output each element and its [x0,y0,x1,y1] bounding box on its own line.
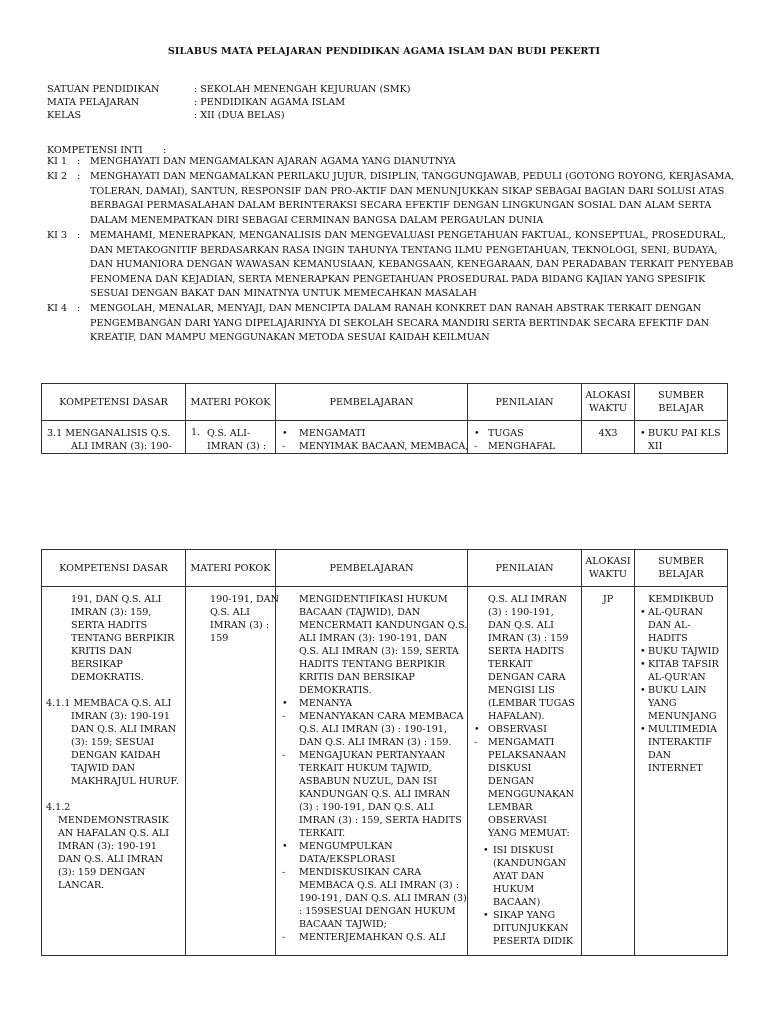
penilaian-cell [468,421,582,454]
cell-line: 190-191, DAN [210,594,279,605]
cell-text: YANG MEMUAT: [488,828,570,839]
cell-text: TERKAIT HUKUM TAJWID, [299,763,432,774]
sumber-text: XII [648,441,663,452]
cell-line [640,684,727,697]
cell-line [474,801,581,814]
cell-text: HAFALAN). [488,711,545,722]
bullet-icon: • [474,428,480,439]
dash-icon: - [474,737,478,748]
ki-colon: : [77,171,81,182]
cell-text: PESERTA DIDIK [493,936,574,947]
cell-text: ALI IMRAN (3): 190-191, DAN [299,633,448,644]
cell-text: OBSERVASI [488,724,547,735]
cell-line [282,671,467,684]
bullet-icon: • [282,698,288,709]
cell-line: 4.1.2 [46,802,71,813]
cell-line [474,658,581,671]
cell-line [282,736,467,749]
table-header-row [42,550,728,587]
cell-line: MENDEMONSTRASIK [58,815,169,826]
cell-line [474,827,581,840]
pembelajaran-list [276,587,467,944]
cell-line [474,619,581,632]
identity-label: KELAS [47,110,82,121]
cell-line: IMRAN (3): 190-191 [58,841,157,852]
cell-line: 159 [210,633,229,644]
materi-line: IMRAN (3) : [207,441,267,452]
cell-text: MENGUMPULKAN [299,841,393,852]
header-alokasi-line2: WAKTU [589,569,627,580]
header-alokasi-line1: ALOKASI [585,390,631,401]
header-materi-pokok: MATERI POKOK [186,384,276,421]
header-pembelajaran: PEMBELAJARAN [276,384,468,421]
cell-line [474,671,581,684]
bullet-icon: • [640,724,646,735]
materi-line: Q.S. ALI- [207,428,251,439]
cell-line [640,632,727,645]
penilaian-list [468,587,581,840]
cell-text: PELAKSANAAN [488,750,567,761]
cell-line [282,593,467,606]
cell-line [282,658,467,671]
header-penilaian: PENILAIAN [468,550,582,587]
cell-line: 191, DAN Q.S. ALI [71,594,162,605]
cell-text: MULTIMEDIA [648,724,717,735]
pembelajaran-cell [276,587,468,956]
cell-line [474,723,581,736]
header-alokasi-waktu [582,384,635,421]
cell-line [282,918,467,931]
dash-icon: - [474,441,478,452]
ki-line: MENGHAYATI DAN MENGAMALKAN PERILAKU JUJUR, DISIPLIN, TANGGUNGJAWAB, PEDULI (GOTONG ROYONG, KERJASAMA, [90,171,735,182]
cell-line [282,697,467,710]
header-sumber-belajar [635,550,728,587]
cell-text: MENGIDENTIFIKASI HUKUM [299,594,448,605]
table-row [42,587,728,956]
cell-line [474,684,581,697]
materi-list [186,587,279,645]
cell-line [282,762,467,775]
sumber-text: BUKU PAI KLS [648,428,721,439]
dash-icon: - [282,867,286,878]
cell-line: KRITIS DAN [71,646,133,657]
header-sumber-line2: BELAJAR [658,403,704,414]
kd-cell [42,587,186,956]
sumber-line [640,427,727,440]
cell-line [282,892,467,905]
ki-line: MENGHAYATI DAN MENGAMALKAN AJARAN AGAMA YANG DIANUTNYA [90,156,456,167]
cell-text: DAN Q.S. ALI IMRAN (3) : 159. [299,737,452,748]
cell-line: IMRAN (3): 159, [71,607,152,618]
cell-line [640,723,727,736]
cell-line [640,645,727,658]
ki-text [90,302,768,346]
cell-text: MENGISI LIS [488,685,555,696]
pemb-line [282,427,467,440]
cell-line: DAN Q.S. ALI IMRAN [71,724,177,735]
syllabus-table-page-2 [41,549,728,956]
sumber-cell [635,421,728,454]
cell-text: AYAT DAN [493,871,544,882]
cell-line [483,922,581,935]
cell-line [483,870,581,883]
cell-text: DEMOKRATIS. [299,685,372,696]
cell-text: MENANYA [299,698,353,709]
cell-line [282,775,467,788]
cell-line [474,593,581,606]
cell-text: MENGAMATI [488,737,555,748]
cell-line [282,931,467,944]
cell-line [282,619,467,632]
cell-text: (KANDUNGAN [493,858,567,869]
cell-text: INTERAKTIF [648,737,712,748]
ki-line: BERBAGAI PERMASALAHAN DALAM BERINTERAKSI SECARA EFEKTIF DENGAN LINGKUNGAN SOSIAL DAN ALAM SERTA [90,200,712,211]
ki-text [90,229,768,302]
kd-cell [42,421,186,454]
cell-text: SERTA HADITS [488,646,565,657]
header-alokasi-line2: WAKTU [589,403,627,414]
cell-text: HADITS TENTANG BERPIKIR [299,659,446,670]
ki-colon: : [77,303,81,314]
cell-line [282,606,467,619]
cell-text: HADITS [648,633,688,644]
sumber-publisher: KEMDIKBUD [648,594,714,605]
pemb-text: MENYIMAK BACAAN, MEMBACA, [299,441,469,452]
cell-text: KRITIS DAN BERSIKAP [299,672,415,683]
cell-line [282,801,467,814]
cell-text: MENDISKUSIKAN CARA [299,867,422,878]
cell-line [282,710,467,723]
ki-line: DAN METAKOGNITIF BERDASARKAN RASA INGIN TAHUNYA TENTANG ILMU PENGETAHUAN, TEKNOLOGI, SENI, BUDAYA, [90,244,718,256]
ki-code: KI 1 [47,156,68,167]
cell-line [640,736,727,749]
header-materi-pokok: MATERI POKOK [186,550,276,587]
cell-line [282,632,467,645]
cell-text: DATA/EKSPLORASI [299,854,396,865]
kd-4-1-2 [46,801,185,892]
cell-line [474,736,581,749]
ki-heading-colon: : [163,145,167,156]
cell-line [282,866,467,879]
cell-line [483,857,581,870]
cell-line [640,749,727,762]
header-penilaian: PENILAIAN [468,384,582,421]
cell-line [474,775,581,788]
cell-text: DAN AL- [648,620,691,631]
ki-colon: : [77,230,81,241]
kd-line: 3.1 MENGANALISIS Q.S. [47,428,171,439]
bullet-icon: • [483,910,489,921]
alokasi-cell [582,587,635,956]
cell-line [640,671,727,684]
cell-line [640,697,727,710]
header-kompetensi-dasar: KOMPETENSI DASAR [42,550,186,587]
kd-4-1-1 [46,697,185,788]
bullet-icon: • [282,841,288,852]
cell-text: DAN [648,750,672,761]
header-pembelajaran: PEMBELAJARAN [276,550,468,587]
cell-text: OBSERVASI [488,815,547,826]
cell-line [474,606,581,619]
ki-code: KI 4 [47,303,68,314]
ki-text [90,155,768,170]
bullet-icon: • [640,646,646,657]
cell-text: ISI DISKUSI [493,845,554,856]
cell-line [282,879,467,892]
cell-line: (3): 159 DENGAN [58,867,146,878]
identity-label: SATUAN PENDIDIKAN [47,84,160,95]
ki-line: FENOMENA DAN KEJADIAN, SERTA MENERAPKAN PENGETAHUAN PROSEDURAL PADA BIDANG KAJIAN YANG SPESIFIK [90,273,706,285]
cell-line [640,710,727,723]
dash-icon: - [282,711,286,722]
penilaian-text: MENGHAFAL [488,441,556,452]
cell-line [282,905,467,918]
cell-line [474,697,581,710]
cell-text: DISKUSI [488,763,532,774]
ki-line: DALAM MENEMPATKAN DIRI SEBAGAI CERMINAN BANGSA DALAM PERGAULAN DUNIA [90,214,544,226]
cell-line [474,762,581,775]
syllabus-table-page-1 [41,383,728,454]
cell-text: BUKU TAJWID [648,646,720,657]
cell-line [474,749,581,762]
cell-text: DITUNJUKKAN [493,923,569,934]
cell-text: LEMBAR [488,802,533,813]
cell-line [282,827,467,840]
cell-text: INTERNET [648,763,703,774]
cell-line [282,645,467,658]
sumber-cell [635,587,728,956]
dash-icon: - [282,750,286,761]
identity-value: : PENDIDIKAN AGAMA ISLAM [194,97,346,108]
cell-line: DAN Q.S. ALI IMRAN [58,854,164,865]
cell-text: MEMBACA Q.S. ALI IMRAN (3) : [299,880,459,891]
dash-icon: - [282,441,286,452]
penilaian-sublist [468,840,581,948]
header-sumber-line1: SUMBER [658,556,704,567]
header-kompetensi-dasar: KOMPETENSI DASAR [42,384,186,421]
ki-line: DAN HUMANIORA DENGAN WAWASAN KEMANUSIAAN, KEBANGSAAN, KENEGARAAN, DAN PERADABAN TERKAIT PENYEBAB [90,259,734,270]
penilaian-text: TUGAS [488,428,524,439]
cell-line [474,788,581,801]
ki-code: KI 2 [47,171,68,182]
cell-line [640,606,727,619]
cell-text: TERKAIT. [299,828,346,839]
alokasi-value: JP [602,594,614,605]
cell-line [282,684,467,697]
cell-line: (3): 159; SESUAI [71,737,155,748]
cell-text: IMRAN (3) : 159 [488,633,569,644]
table-row [42,421,728,454]
cell-line: LANCAR. [58,880,105,891]
cell-text: MENCERMATI KANDUNGAN Q.S. [299,620,468,631]
header-sumber-line1: SUMBER [658,390,704,401]
cell-text: MENANYAKAN CARA MEMBACA [299,711,464,722]
bullet-icon: • [640,659,646,670]
cell-text: YANG [648,698,677,709]
header-sumber-line2: BELAJAR [658,569,704,580]
materi-cell [186,587,279,956]
identity-value: : XII (DUA BELAS) [194,110,285,121]
cell-text: (3) : 190-191, [488,607,554,618]
cell-line [282,853,467,866]
cell-text: 190-191, DAN Q.S. ALI IMRAN (3) [299,893,467,904]
cell-line: MAKHRAJUL HURUF. [71,776,179,787]
pembelajaran-cell [276,421,468,454]
ki-line: KREATIF, DAN MAMPU MENGGUNAKAN METODA SESUAI KAIDAH KEILMUAN [90,332,490,343]
cell-text: ASBABUN NUZUL, DAN ISI [299,776,437,787]
cell-line [483,896,581,909]
cell-text: HUKUM [493,884,535,895]
cell-line [282,723,467,736]
cell-text: BUKU LAIN [648,685,707,696]
header-sumber-belajar [635,384,728,421]
cell-text: Q.S. ALI IMRAN (3): 159, SERTA [299,646,459,657]
penilaian-line [474,440,581,453]
cell-text: BACAAN) [493,897,541,908]
bullet-icon: • [474,724,480,735]
cell-line [474,814,581,827]
cell-text: KITAB TAFSIR [648,659,719,670]
cell-line [474,710,581,723]
bullet-icon: • [640,607,646,618]
cell-line: IMRAN (3) : [210,620,270,631]
ki-colon: : [77,156,81,167]
cell-text: MENGAJUKAN PERTANYAAN [299,750,446,761]
sumber-list [635,606,727,775]
cell-line [640,762,727,775]
ki-code: KI 3 [47,230,68,241]
bullet-icon: • [483,845,489,856]
cell-text: KANDUNGAN Q.S. ALI IMRAN [299,789,451,800]
cell-line [483,883,581,896]
ki-heading-label: KOMPETENSI INTI [47,145,143,156]
materi-cell [186,421,276,454]
document-title: SILABUS MATA PELAJARAN PENDIDIKAN AGAMA ISLAM DAN BUDI PEKERTI [167,46,601,57]
cell-line: DENGAN KAIDAH [71,750,161,761]
cell-line: IMRAN (3): 190-191 [71,711,170,722]
alokasi-cell [582,421,635,454]
dash-icon: - [282,932,286,943]
cell-line: 4.1.1 MEMBACA Q.S. ALI [46,698,172,709]
cell-text: AL-QUR'AN [648,672,706,683]
cell-line: BERSIKAP [71,659,123,670]
cell-line [483,935,581,948]
cell-text: Q.S. ALI IMRAN [488,594,568,605]
cell-line [474,645,581,658]
kd-line: ALI IMRAN (3): 190- [71,441,172,452]
pemb-line [282,440,467,453]
bullet-icon: • [640,685,646,696]
identity-value: : SEKOLAH MENENGAH KEJURUAN (SMK) [194,84,411,95]
cell-line: TAJWID DAN [71,763,136,774]
header-alokasi-waktu [582,550,635,587]
cell-line [640,619,727,632]
cell-text: MENGGUNAKAN [488,789,575,800]
ki-line: PENGEMBANGAN DARI YANG DIPELAJARINYA DI SEKOLAH SECARA MANDIRI SERTA BERTINDAK SECARA EFEKTIF DAN [90,317,710,329]
cell-text: TERKAIT [488,659,533,670]
header-alokasi-line1: ALOKASI [585,556,631,567]
cell-line [282,788,467,801]
table-header-row [42,384,728,421]
cell-text: SIKAP YANG [493,910,556,921]
cell-line [483,844,581,857]
cell-line: TENTANG BERPIKIR [71,633,175,644]
ki-line: MEMAHAMI, MENERAPKAN, MENGANALISIS DAN MENGEVALUASI PENGETAHUAN FAKTUAL, KONSEPTUAL, PROSEDURAL, [90,230,727,241]
cell-text: AL-QURAN [648,607,704,618]
cell-text: DENGAN CARA [488,672,566,683]
list-number: 1. [191,427,201,438]
cell-text: (3) : 190-191, DAN Q.S. ALI [299,802,434,813]
bullet-icon: • [640,428,646,439]
cell-line [282,840,467,853]
cell-line [474,632,581,645]
cell-line [282,814,467,827]
kd-3-1-continued [46,593,185,684]
alokasi-value: 4X3 [598,428,618,439]
cell-text: DAN Q.S. ALI [488,620,554,631]
ki-text [90,170,768,228]
cell-line: AN HAFALAN Q.S. ALI [58,828,170,839]
cell-line: Q.S. ALI [210,607,250,618]
ki-line: SESUAI DENGAN BAKAT DAN MINATNYA UNTUK MEMECAHKAN MASALAH [90,288,477,299]
cell-text: (LEMBAR TUGAS [488,698,575,709]
cell-line [640,658,727,671]
cell-line: SERTA HADITS [71,620,148,631]
cell-text: : 159SESUAI DENGAN HUKUM [299,906,456,917]
cell-text: Q.S. ALI IMRAN (3) : 190-191, [299,724,447,735]
ki-line: MENGOLAH, MENALAR, MENYAJI, DAN MENCIPTA DALAM RANAH KONKRET DAN RANAH ABSTRAK TERKAIT DENGAN [90,303,702,314]
ki-line: TOLERAN, DAMAI), SANTUN, RESPONSIF DAN PRO-AKTIF DAN MENUNJUKKAN SIKAP SEBAGAI BAGIAN DARI SOLUSI ATAS [90,185,725,197]
penilaian-cell [468,587,582,956]
cell-line [483,909,581,922]
cell-text: MENUNJANG [648,711,717,722]
cell-text: BACAAN (TAJWID), DAN [299,607,421,618]
cell-text: DENGAN [488,776,535,787]
cell-text: BACAAN TAJWID; [299,919,387,930]
cell-text: MENTERJEMAHKAN Q.S. ALI [299,932,446,943]
bullet-icon: • [282,428,288,439]
cell-line: DEMOKRATIS. [71,672,144,683]
pemb-text: MENGAMATI [299,428,366,439]
identity-label: MATA PELAJARAN [47,97,140,108]
cell-line [282,749,467,762]
cell-text: IMRAN (3) : 159, SERTA HADITS [299,815,462,826]
penilaian-line [474,427,581,440]
